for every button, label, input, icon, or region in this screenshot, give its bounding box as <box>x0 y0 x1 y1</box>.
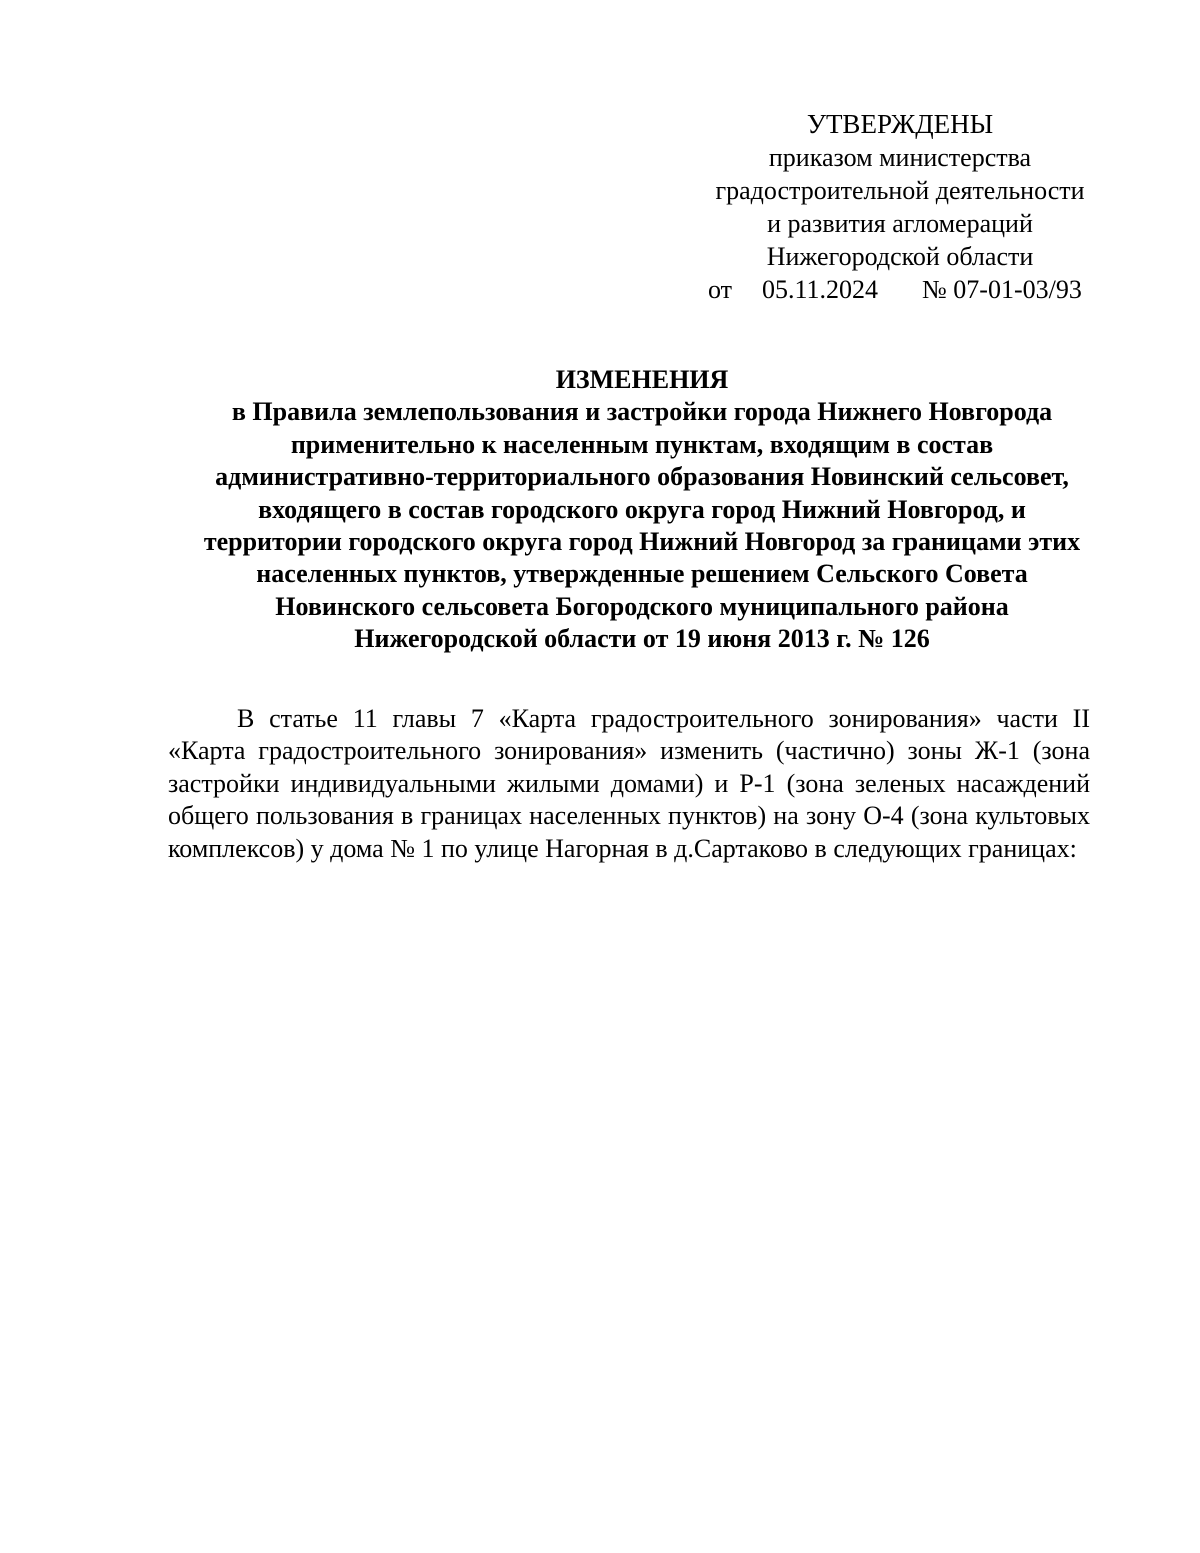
title-line: Новинского сельсовета Богородского муниципального района <box>275 591 1009 621</box>
title-line: территории городского округа город Нижний Новгород за границами этих <box>203 527 1081 557</box>
approval-number: № 07-01-03/93 <box>922 275 1082 304</box>
title-line: применительно к населенным пунктам, входящим в состав <box>290 429 994 459</box>
approval-heading: УТВЕРЖДЕНЫ <box>806 109 994 139</box>
approval-line: и развития агломераций <box>767 209 1033 238</box>
title-line: входящего в состав городского округа город Нижний Новгород, и <box>258 494 1026 524</box>
approval-date-prefix: от <box>708 275 733 304</box>
title-heading: ИЗМЕНЕНИЯ <box>555 365 729 394</box>
body-paragraph: В статье 11 главы 7 «Карта градостроительного зонирования» части II «Карта градостроительного зонирования» изменить (частично) зоны Ж-1 (зона застройки индивидуальными жилыми домами) и Р-1 (зона зеленых насаждений общего пользования в границах населенных пунктов) на зону О-4 (зона культовых комплексов) у дома № 1 по улице Нагорная в д.Сартаково в следующих границах: <box>168 704 1090 863</box>
title-line: населенных пунктов, утвержденные решением Сельского Совета <box>256 559 1028 589</box>
approval-stamp <box>690 108 1110 306</box>
approval-date-line <box>690 273 1110 306</box>
title-line: в Правила землепользования и застройки города Нижнего Новгорода <box>231 397 1053 427</box>
title-line: Нижегородской области от 19 июня 2013 г. № 126 <box>354 624 930 654</box>
document-title <box>130 364 1154 656</box>
approval-line: приказом министерства <box>768 143 1032 172</box>
title-line: административно-территориального образования Новинский сельсовет, <box>215 462 1069 492</box>
approval-line: Нижегородской области <box>766 242 1034 271</box>
approval-date: 05.11.2024 <box>762 275 879 304</box>
approval-line: градостроительной деятельности <box>715 176 1085 205</box>
